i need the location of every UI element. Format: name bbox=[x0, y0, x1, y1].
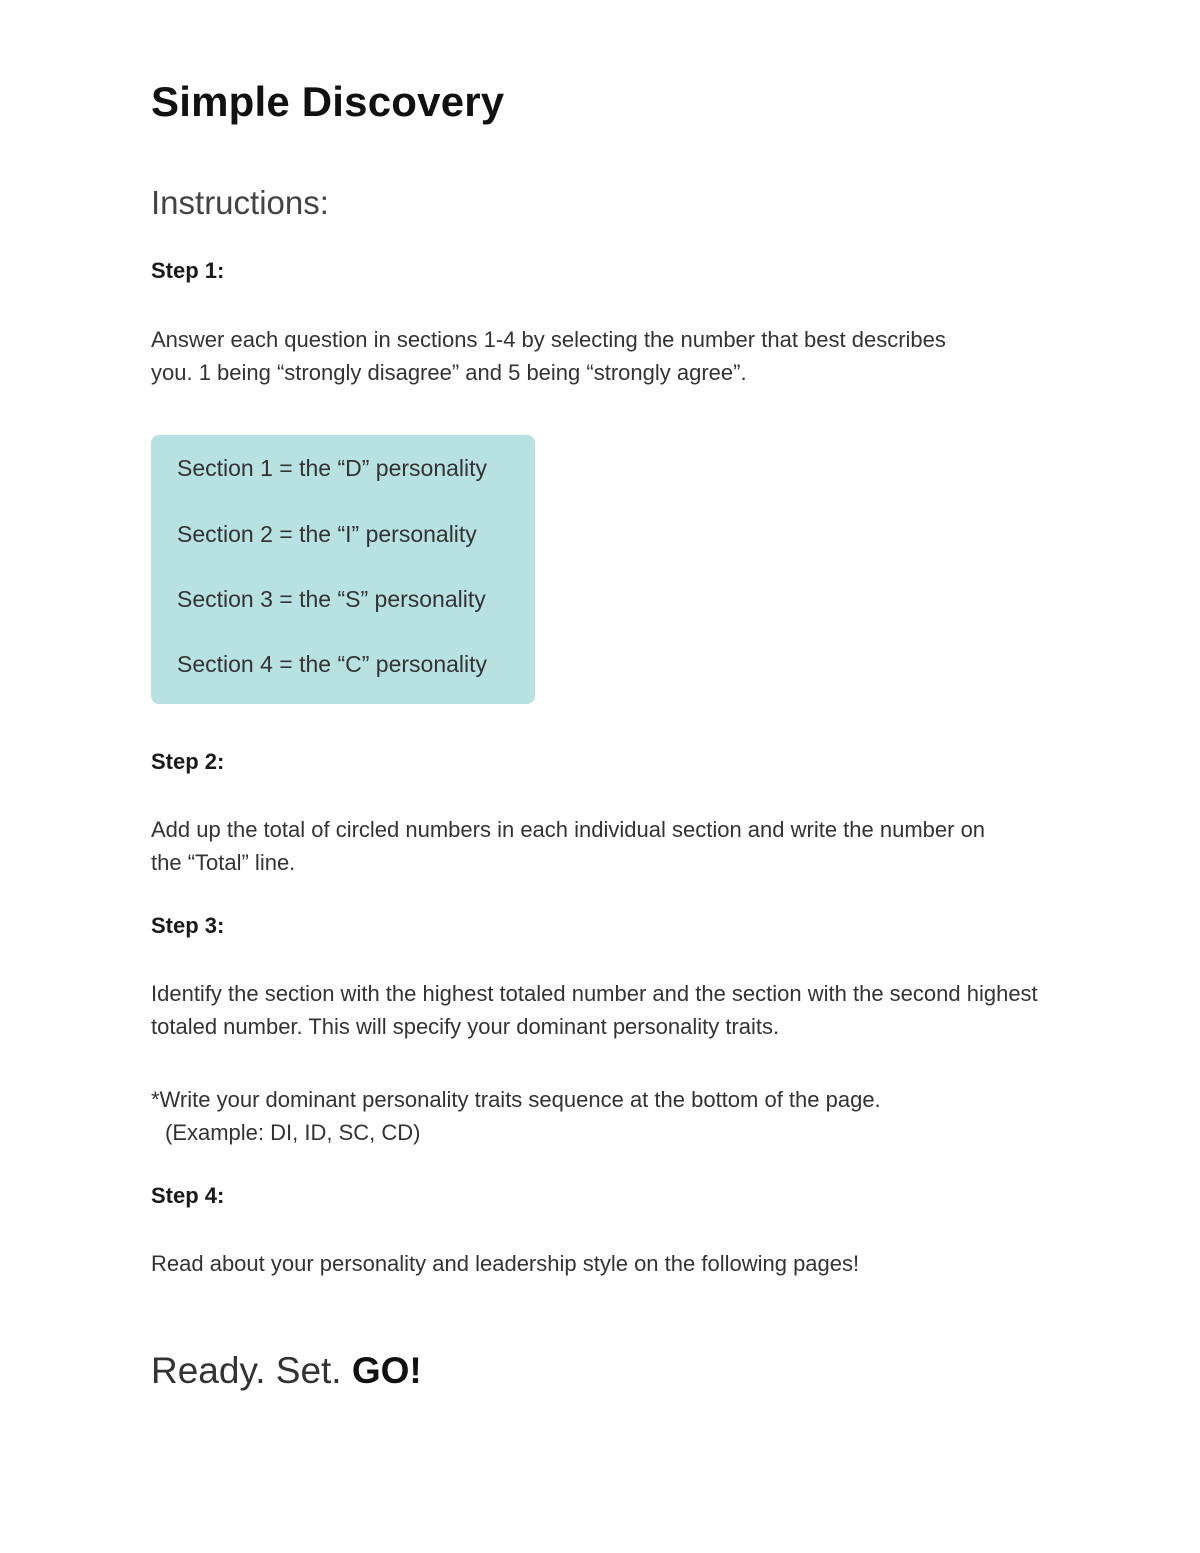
step-3-note-example: (Example: DI, ID, SC, CD) bbox=[165, 1120, 421, 1145]
step-1-line-2: you. 1 being “strongly disagree” and 5 being “strongly agree”. bbox=[151, 360, 747, 385]
closing-line bbox=[151, 1350, 422, 1392]
step-3-line-1: Identify the section with the highest totaled number and the section with the second highest bbox=[151, 981, 1038, 1006]
step-2-line-2: the “Total” line. bbox=[151, 850, 296, 875]
step-4-text bbox=[151, 1247, 859, 1280]
section-legend-box bbox=[151, 435, 535, 704]
step-4-line-1: Read about your personality and leadership style on the following pages! bbox=[151, 1251, 860, 1276]
step-3-text bbox=[151, 977, 1038, 1043]
closing-prefix: Ready. Set. bbox=[151, 1350, 352, 1391]
instructions-heading: Instructions: bbox=[151, 184, 329, 221]
step-2-line-1: Add up the total of circled numbers in each individual section and write the number on bbox=[151, 817, 986, 842]
step-3-line-2: totaled number. This will specify your dominant personality traits. bbox=[151, 1014, 780, 1039]
step-1-heading: Step 1: bbox=[151, 258, 225, 283]
step-1-text bbox=[151, 323, 946, 389]
step-2-text bbox=[151, 813, 985, 879]
section-2-label: Section 2 = the “I” personality bbox=[177, 521, 477, 547]
page-title: Simple Discovery bbox=[151, 78, 505, 125]
section-4-label: Section 4 = the “C” personality bbox=[177, 651, 488, 677]
closing-emphasis: GO! bbox=[351, 1350, 422, 1391]
step-4-heading: Step 4: bbox=[151, 1183, 225, 1208]
step-3-note-line-1: *Write your dominant personality traits sequence at the bottom of the page. bbox=[151, 1087, 881, 1112]
step-1-line-1: Answer each question in sections 1-4 by selecting the number that best describes bbox=[151, 327, 946, 352]
section-1-label: Section 1 = the “D” personality bbox=[177, 455, 488, 481]
step-3-note bbox=[151, 1083, 881, 1149]
step-2-heading: Step 2: bbox=[151, 749, 225, 774]
section-3-label: Section 3 = the “S” personality bbox=[177, 586, 486, 612]
step-3-heading: Step 3: bbox=[151, 913, 225, 938]
